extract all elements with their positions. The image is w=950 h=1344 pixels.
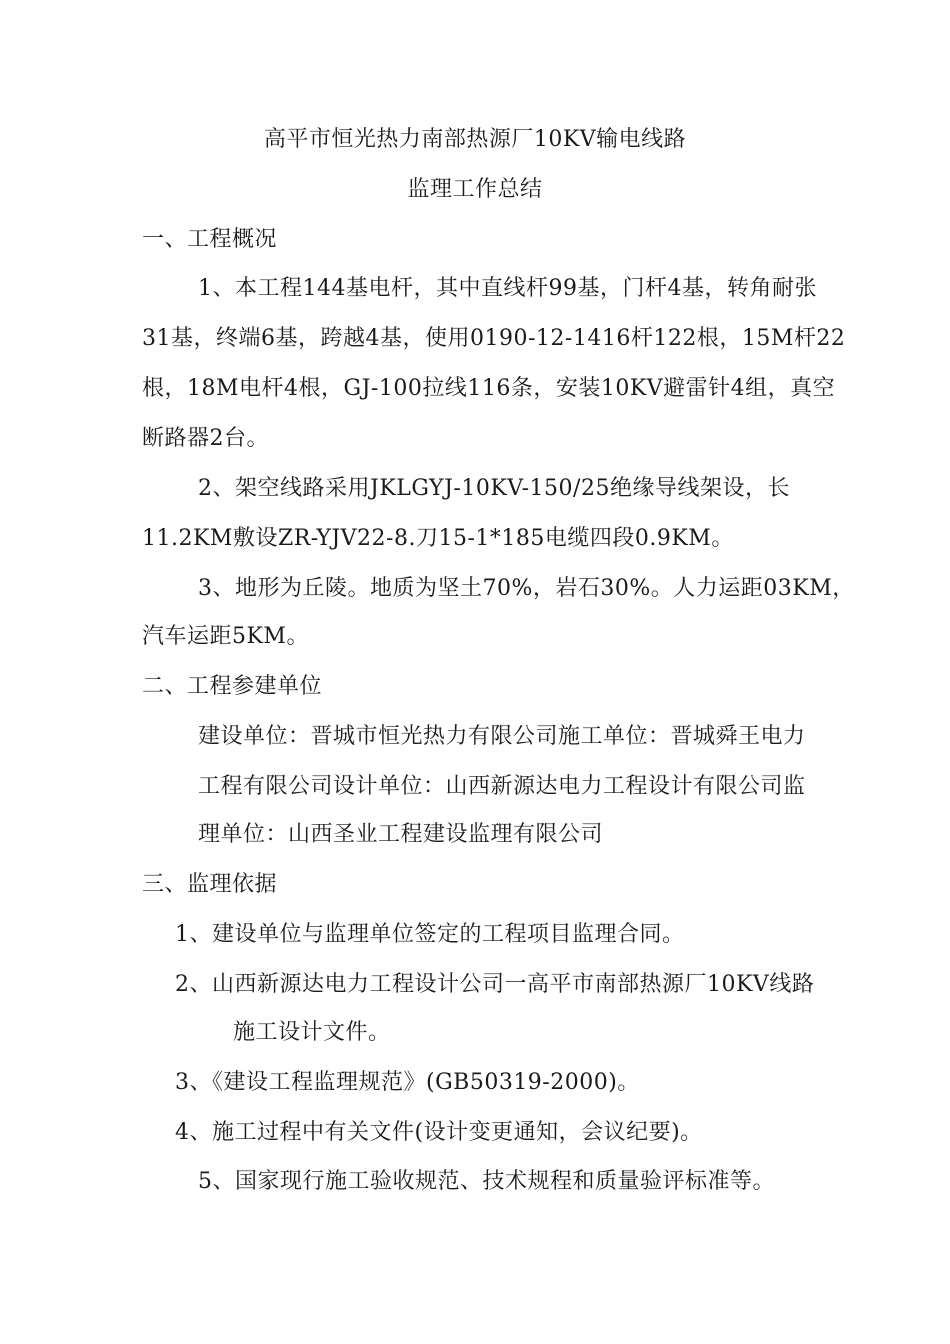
section-heading-overview: 一、工程概况 <box>142 227 278 252</box>
paragraph-line: 汽车运距5KM。 <box>142 624 309 649</box>
list-item: 5、国家现行施工验收规范、技术规程和质量验评标准等。 <box>198 1169 775 1194</box>
document-title: 高平市恒光热力南部热源厂10KV输电线路 <box>263 127 687 152</box>
paragraph-line: 建设单位：晋城市恒光热力有限公司施工单位：晋城舜王电力 <box>198 724 806 749</box>
paragraph-line: 工程有限公司设计单位：山西新源达电力工程设计有限公司监 <box>198 774 806 799</box>
section-heading-participants: 二、工程参建单位 <box>142 674 323 699</box>
list-item-continuation: 施工设计文件。 <box>233 1020 391 1045</box>
list-item: 4、施工过程中有关文件(设计变更通知，会议纪要)。 <box>175 1120 703 1145</box>
section-heading-basis: 三、监理依据 <box>142 872 278 897</box>
document-subtitle: 监理工作总结 <box>407 177 543 202</box>
paragraph-line: 2、架空线路采用JKLGYJ-10KV-150/25绝缘导线架设，长 <box>198 476 790 501</box>
paragraph-line: 1、本工程144基电杆，其中直线杆99基，门杆4基，转角耐张 <box>198 276 817 301</box>
paragraph-line: 11.2KM敷设ZR-YJV22-8.刀15-1*185电缆四段0.9KM。 <box>142 526 734 551</box>
paragraph-line: 理单位：山西圣业工程建设监理有限公司 <box>198 822 604 847</box>
paragraph-line: 31基，终端6基，跨越4基，使用0190-12-1416杆122根，15M杆22 <box>142 326 846 351</box>
list-item: 2、山西新源达电力工程设计公司一高平市南部热源厂10KV线路 <box>175 972 815 997</box>
paragraph-line: 根，18M电杆4根，GJ-100拉线116条，安装10KV避雷针4组，真空 <box>142 376 836 401</box>
paragraph-line: 3、地形为丘陵。地质为坚土70%，岩石30%。人力运距03KM， <box>198 576 855 601</box>
paragraph-line: 断路器2台。 <box>142 426 269 451</box>
list-item: 3、《建设工程监理规范》(GB50319-2000)。 <box>175 1070 640 1095</box>
list-item: 1、建设单位与监理单位签定的工程项目监理合同。 <box>175 922 685 947</box>
